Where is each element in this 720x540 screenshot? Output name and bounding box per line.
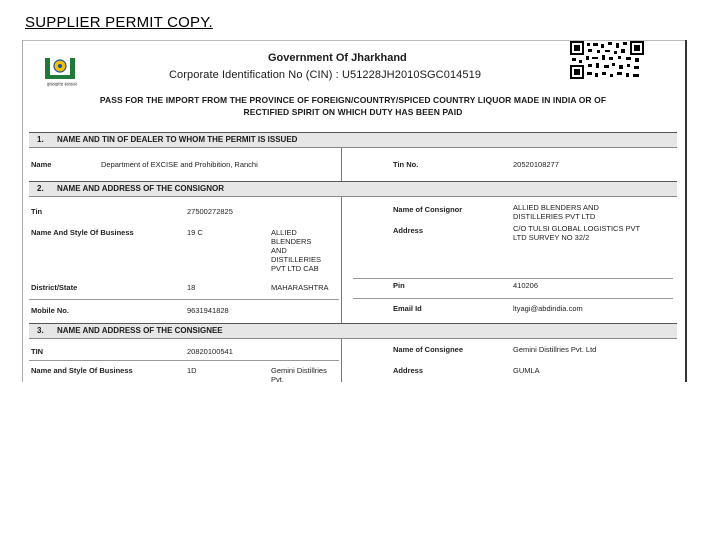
divider [341,148,342,182]
section2-mobile-value: 9631941828 [187,306,229,315]
section2-email-value: ltyagi@abdindia.com [513,304,583,313]
section2-district-label: District/State [31,283,78,292]
section2-email-label: Email Id [393,304,422,313]
divider [29,360,339,361]
section2-consignor-value: ALLIED BLENDERS AND DISTILLERIES PVT LTD [513,203,599,221]
section1-number: 1. [37,135,44,144]
section2-mobile-label: Mobile No. [31,306,69,315]
section2-district-value: MAHARASHTRA [271,283,329,292]
section3-style-code: 1D [187,366,197,375]
section1-name-label: Name [31,160,52,169]
section3-tin-value: 20820100541 [187,347,233,356]
pass-title [33,94,673,118]
government-title: Government Of Jharkhand [268,52,407,64]
pass-title-line1: PASS FOR THE IMPORT FROM THE PROVINCE OF FOREIGN/COUNTRY/SPICED COUNTRY LIQUOR MADE IN INDIA OR OF [99,95,607,105]
qr-code-icon [570,41,644,79]
section2-address-value: C/O TULSI GLOBAL LOGISTICS PVT LTD SURVEY NO 32/2 [513,224,640,242]
section2-pin-label: Pin [393,281,405,290]
section3-style-value: Gemini Distillries Pvt. [271,366,327,382]
section2-style-label: Name And Style Of Business [31,228,134,237]
divider [353,298,673,299]
jharkhand-emblem-icon [43,55,77,85]
section3-consignee-label: Name of Consignee [393,345,464,354]
section3-address-value: GUMLA [513,366,540,375]
section3-consignee-value: Gemini Distillries Pvt. Ltd [513,345,597,354]
section2-pin-value: 410206 [513,281,539,290]
section3-style-label: Name and Style Of Business [31,366,133,375]
section2-tin-value: 27500272825 [187,207,233,216]
section2-heading [29,181,677,197]
section2-title: NAME AND ADDRESS OF THE CONSIGNOR [57,184,224,193]
divider [341,339,342,382]
section1-heading [29,132,677,148]
section3-address-label: Address [393,366,424,375]
section3-title: NAME AND ADDRESS OF THE CONSIGNEE [57,326,223,335]
document-header [23,40,685,89]
divider [29,299,339,300]
section1-tin-label: Tin No. [393,160,419,169]
section3-heading [29,323,677,339]
divider [341,197,342,324]
section1-name-value: Department of EXCISE and Prohibition, Ranchi [101,160,258,169]
pass-title-line2: RECTIFIED SPIRIT ON WHICH DUTY HAS BEEN PAID [243,107,463,117]
section2-style-value: ALLIED BLENDERS AND DISTILLERIES PVT LTD CAB [271,228,322,273]
section2-tin-label: Tin [31,207,43,216]
logo-caption: झारखण्ड सरकार [46,82,78,88]
section2-style-code: 19 C [187,228,203,237]
section1-title: NAME AND TIN OF DEALER TO WHOM THE PERMIT IS ISSUED [57,135,298,144]
permit-document [22,40,687,382]
section2-consignor-label: Name of Consignor [393,205,463,214]
slide-title: SUPPLIER PERMIT COPY. [25,14,213,31]
section2-number: 2. [37,184,44,193]
section2-address-label: Address [393,226,424,235]
section1-tin-value: 20520108277 [513,160,559,169]
section3-tin-label: TIN [31,347,44,356]
divider [353,278,673,279]
cin-line: Corporate Identification No (CIN) : U51228JH2010SGC014519 [169,69,482,81]
section2-district-code: 18 [187,283,196,292]
section3-number: 3. [37,326,44,335]
